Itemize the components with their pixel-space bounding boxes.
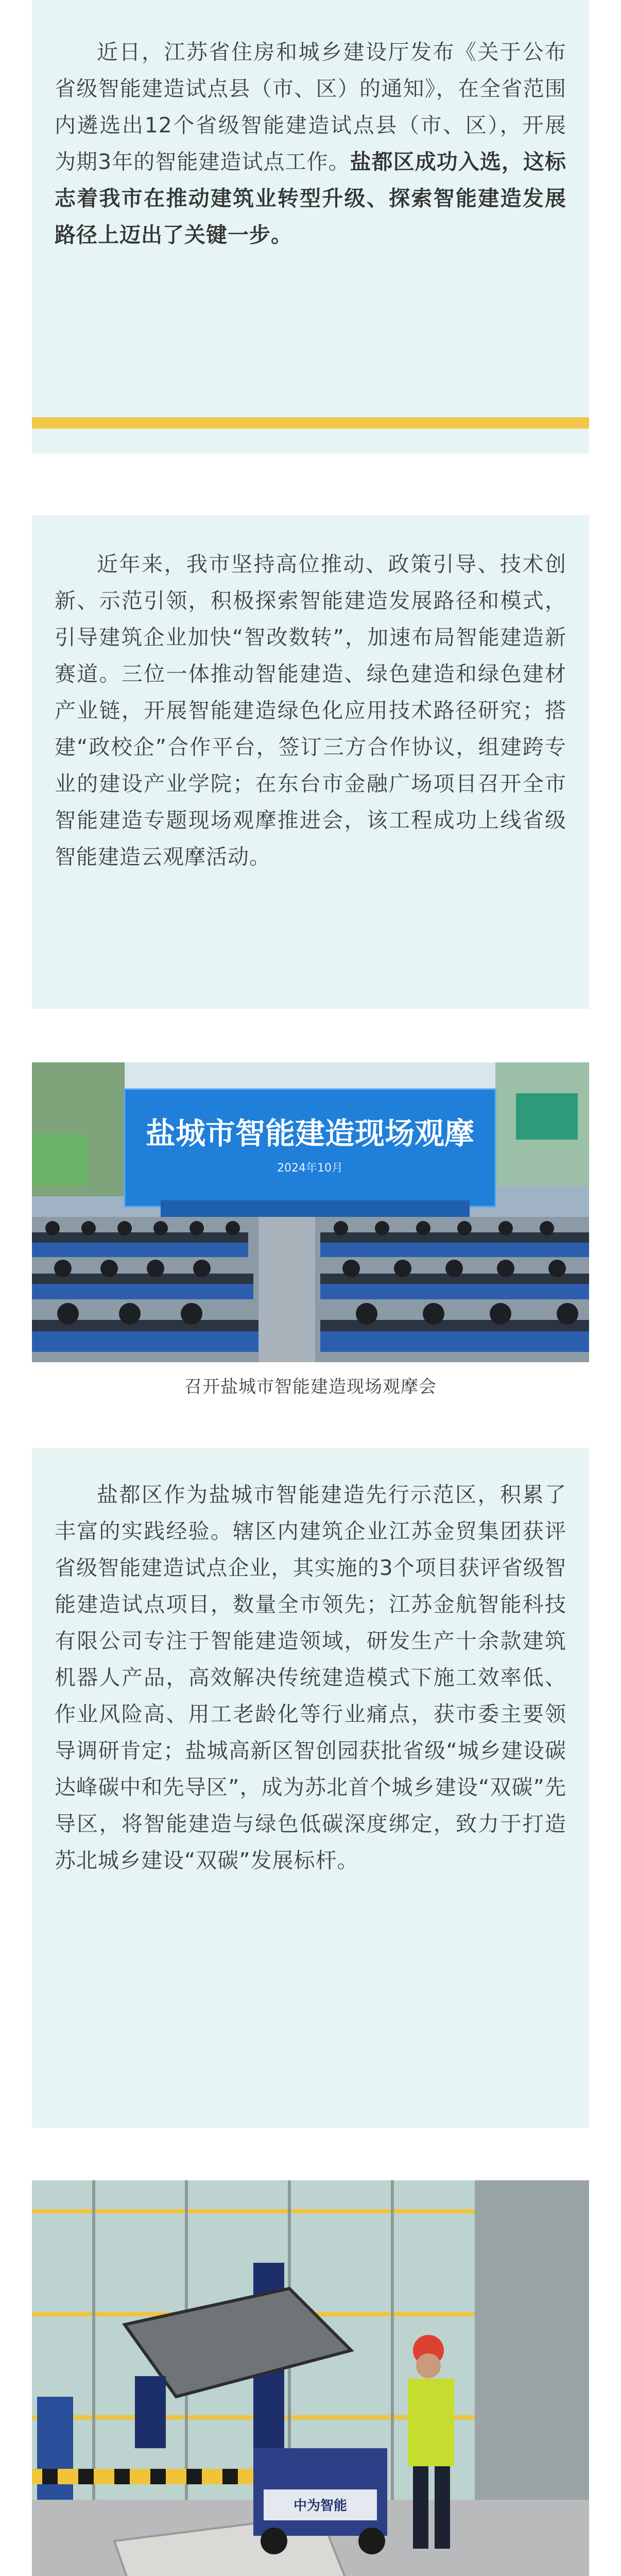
policy-paragraph: 近年来，我市坚持高位推动、政策引导、技术创新、示范引领，积极探索智能建造发展路径和模式，引导建筑企业加快“智改数转”，加速布局智能建造新赛道。三位一体推动智能建造、绿色建造和绿色建材产业链，开展智能建造绿色化应用技术路径研究；搭建“政校企”合作平台，签订三方合作协议，组建跨专业的建设产业学院；在东台市金融广场项目召开全市智能建造专题现场观摩推进会，该工程成功上线省级智能建造云观摩活动。 [55, 552, 566, 869]
yandu-paragraph: 盐都区作为盐城市智能建造先行示范区，积累了丰富的实践经验。辖区内建筑企业江苏金贸集团获评省级智能建造试点企业，其实施的3个项目获评省级智能建造试点项目，数量全市领先；江苏金航智能科技有限公司专注于智能建造领域，研发生产十余款建筑机器人产品，高效解决传统建造模式下施工效率低、作业风险高、用工老龄化等行业痛点，获市委主要领导调研肯定；盐城高新区智创园获批省级“城乡建设碳达峰碳中和先导区”，成为苏北首个城乡建设“双碳”先导区，将智能建造与绿色低碳深度绑定，致力于打造苏北城乡建设“双碳”发展标杆。 [55, 1482, 566, 1873]
meeting-photo-caption: 召开盐城市智能建造现场观摩会 [184, 1377, 437, 1397]
policy-card [32, 515, 589, 1009]
banner-title: 盐城市智能建造现场观摩 [145, 1116, 475, 1151]
yellow-divider [32, 417, 589, 429]
meeting-photo [32, 1062, 589, 1362]
yandu-card [32, 1448, 589, 2128]
robot-photo [32, 2180, 589, 2576]
intro-bold-text: 盐都区成功入选，这标志着我市在推动建筑业转型升级、探索智能建造发展路径上迈出了关键一步。 [55, 149, 566, 247]
intro-paragraph [55, 34, 566, 253]
intro-card [32, 0, 589, 453]
intro-text: 近日，江苏省住房和城乡建设厅发布《关于公布省级智能建造试点县（市、区）的通知》，在全省范围内遴选出12个省级智能建造试点县（市、区），开展为期3年的智能建造试点工作。 [55, 40, 566, 174]
banner-date: 2024年10月 [277, 1162, 343, 1175]
machine-brand: 中为智能 [293, 2498, 348, 2514]
